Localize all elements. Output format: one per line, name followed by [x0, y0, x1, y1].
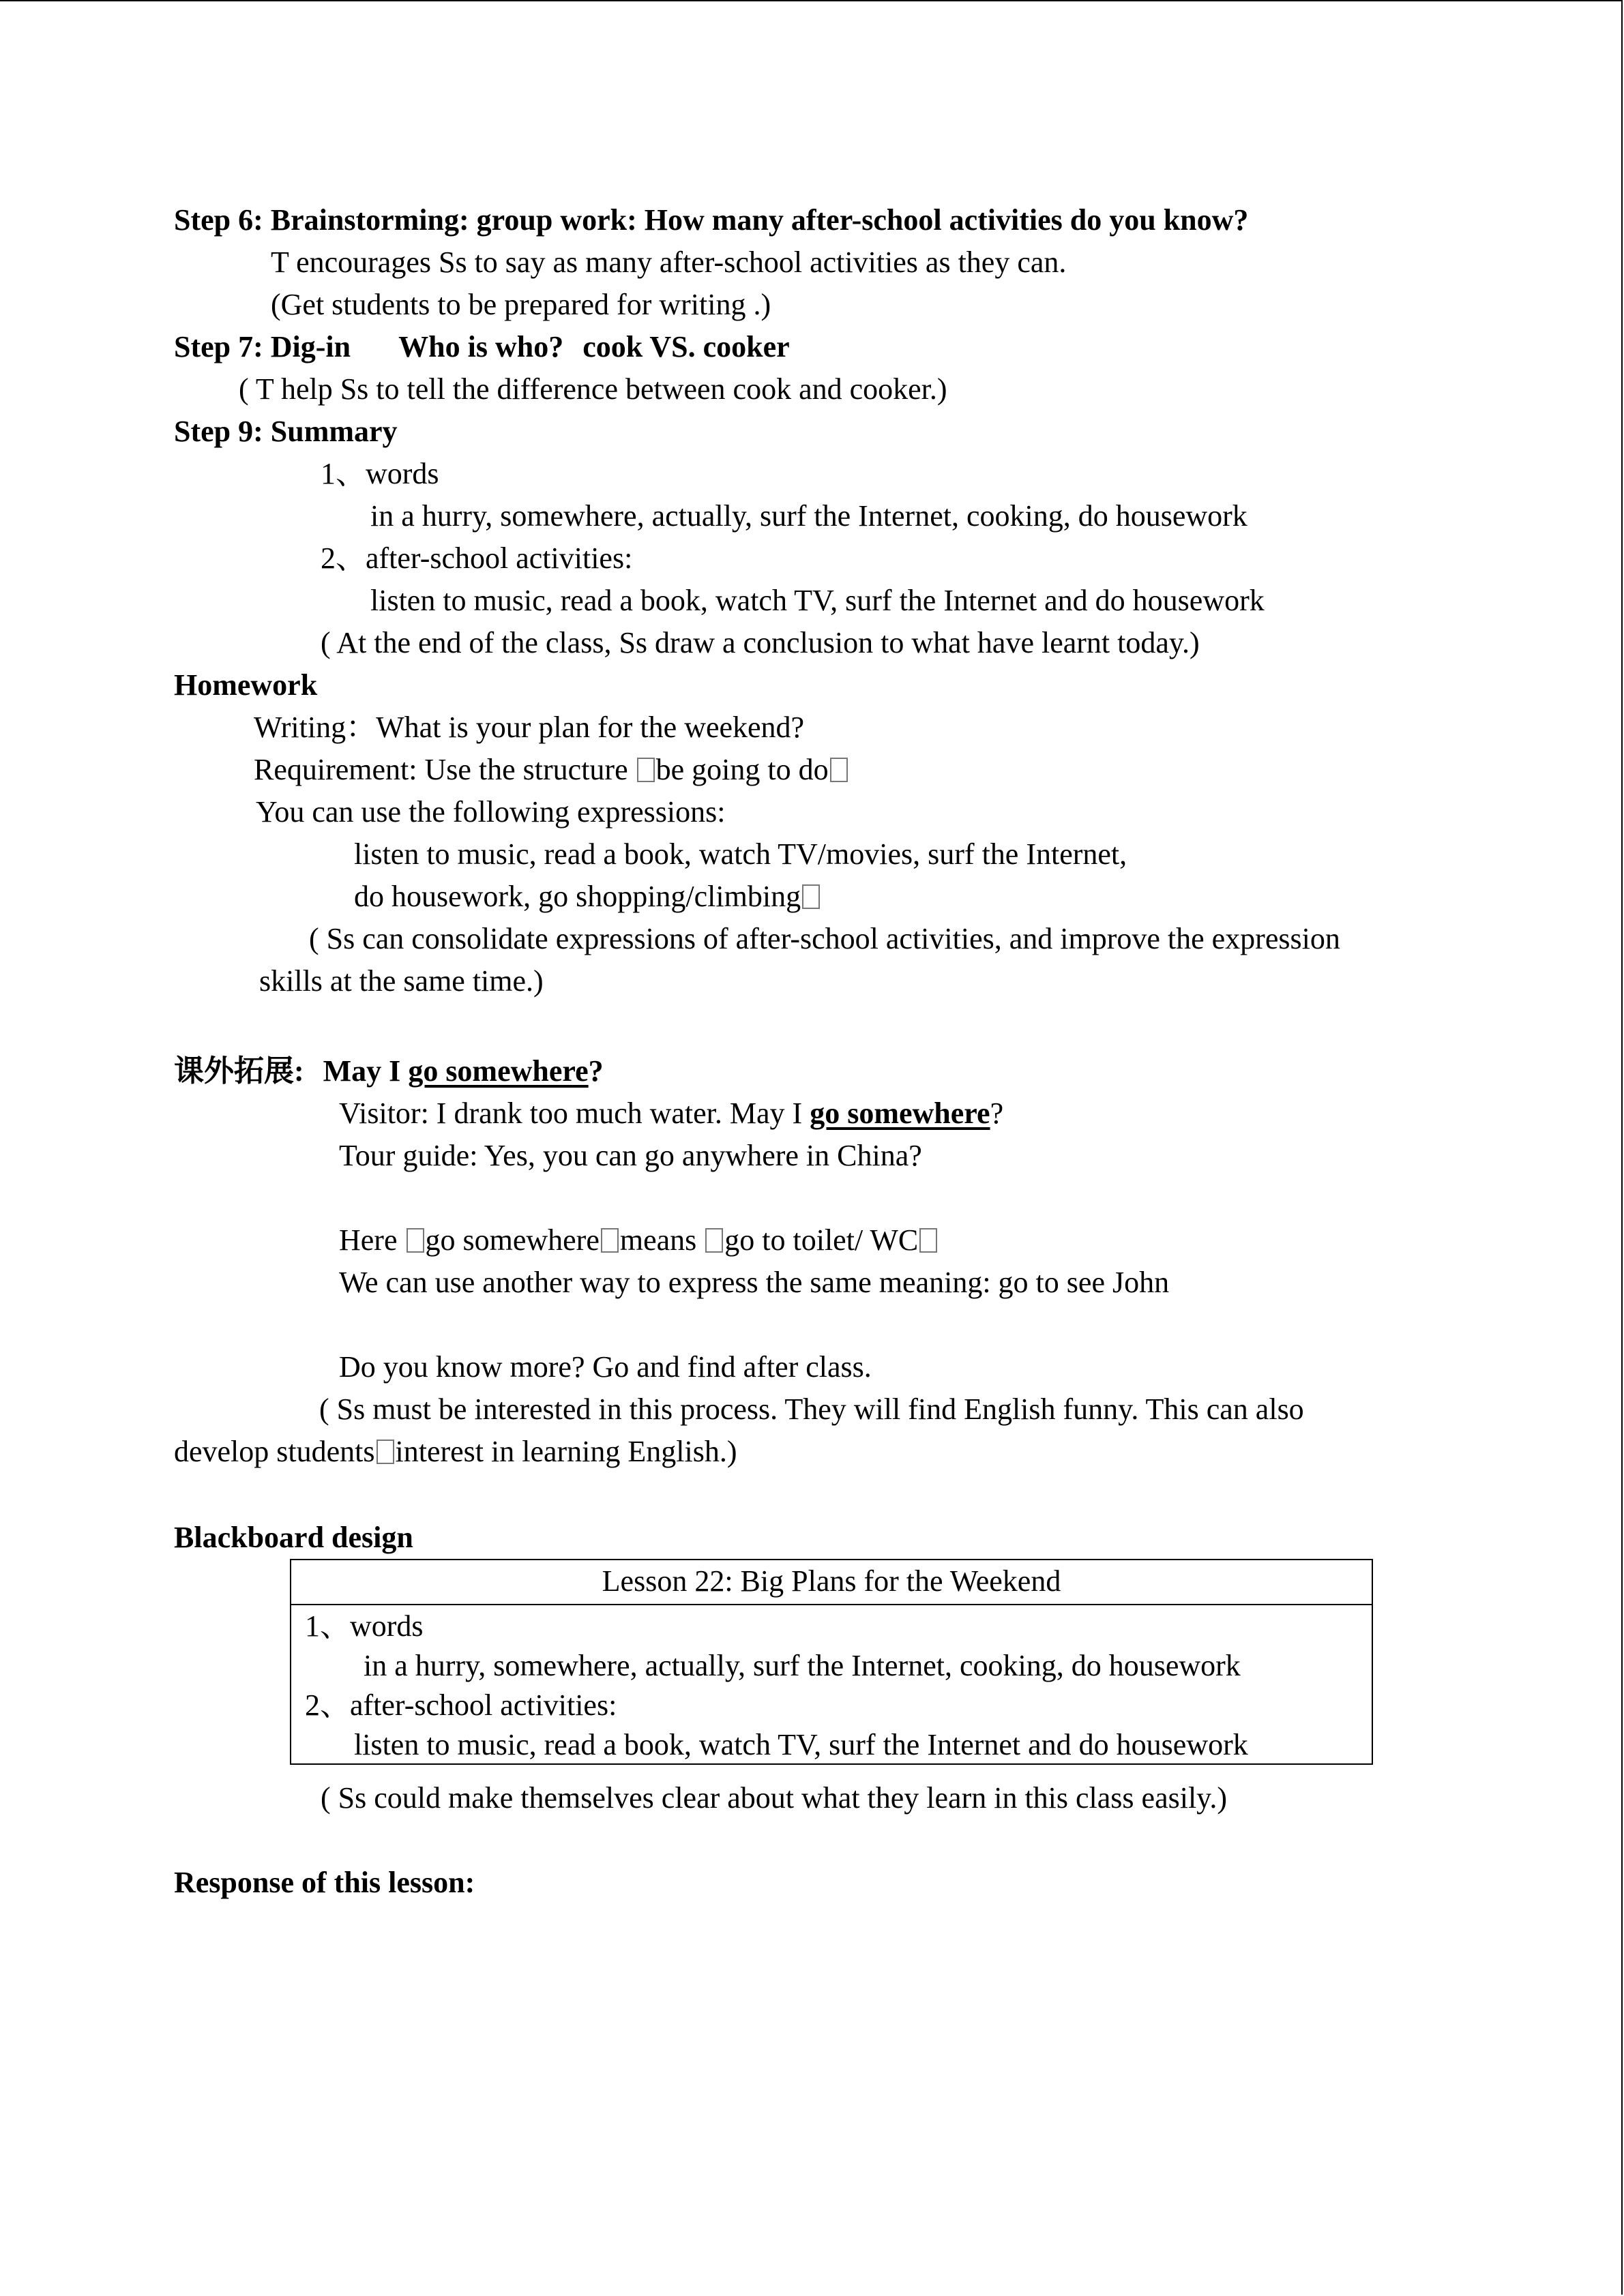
step9-item2-label: 2、after-school activities:	[321, 541, 633, 575]
step9-heading: Step 9: Summary	[174, 415, 398, 448]
step9-note: ( At the end of the class, Ss draw a conclusion to what have learnt today.)	[321, 626, 1200, 659]
step6-line1: T encourages Ss to say as many after-school activities as they can.	[271, 245, 1067, 279]
step7-part2: Who is who?	[398, 330, 564, 363]
step7-note: ( T help Ss to tell the difference between cook and cooker.)	[239, 372, 947, 406]
quote-box-icon	[637, 758, 655, 782]
homework-note2: skills at the same time.)	[259, 964, 544, 998]
blackboard-item1-label: 1、words	[305, 1609, 424, 1643]
quote-box-icon	[830, 758, 848, 782]
blackboard-note: ( Ss could make themselves clear about what they learn in this class easily.)	[321, 1781, 1227, 1815]
extension-heading: 课外拓展: May I go somewhere?	[174, 1054, 604, 1088]
homework-expr1: listen to music, read a book, watch TV/movies, surf the Internet,	[354, 837, 1127, 871]
homework-heading: Homework	[174, 668, 318, 702]
homework-expressions-intro: You can use the following expressions:	[256, 795, 726, 829]
homework-writing: Writing：What is your plan for the weekend?	[254, 711, 805, 744]
step6-line2: (Get students to be prepared for writing .)	[271, 288, 771, 321]
quote-box-icon	[705, 1228, 723, 1253]
extension-label: 课外拓展:	[174, 1054, 304, 1088]
step6-heading: Step 6: Brainstorming: group work: How many after-school activities do you know?	[174, 203, 1249, 237]
blackboard-item1-text: in a hurry, somewhere, actually, surf the Internet, cooking, do housework	[364, 1649, 1241, 1682]
quote-box-icon	[802, 884, 820, 909]
extension-another: We can use another way to express the same meaning: go to see John	[339, 1266, 1170, 1299]
quote-box-icon	[919, 1228, 937, 1253]
quote-box-icon	[601, 1228, 619, 1253]
extension-title-phrase: go somewhere	[408, 1054, 589, 1088]
step7-label: Step 7: Dig-in	[174, 330, 351, 363]
homework-note1: ( Ss can consolidate expressions of after-school activities, and improve the expression	[309, 922, 1340, 955]
blackboard-item2-label: 2、after-school activities:	[305, 1688, 617, 1722]
extension-here: Here go somewhere means go to toilet/ WC	[339, 1219, 939, 1262]
quote-box-icon	[377, 1440, 394, 1464]
blackboard-heading: Blackboard design	[174, 1521, 413, 1554]
response-heading: Response of this lesson:	[174, 1866, 475, 1899]
extension-guide: Tour guide: Yes, you can go anywhere in China?	[339, 1139, 922, 1172]
requirement-structure: be going to do	[655, 753, 829, 786]
extension-more: Do you know more? Go and find after class.	[339, 1350, 872, 1384]
step9-item1-text: in a hurry, somewhere, actually, surf the Internet, cooking, do housework	[370, 499, 1247, 533]
blackboard-title: Lesson 22: Big Plans for the Weekend	[291, 1560, 1372, 1605]
extension-visitor: Visitor: I drank too much water. May I go somewhere?	[339, 1097, 1004, 1130]
blackboard-body	[291, 1605, 1372, 1763]
quote-box-icon	[407, 1228, 424, 1253]
step7-part3: cook VS. cooker	[582, 330, 790, 363]
blackboard-table	[290, 1559, 1373, 1765]
homework-requirement: Requirement: Use the structure be going to do	[254, 749, 849, 791]
step7-heading	[174, 326, 790, 368]
step9-item2-text: listen to music, read a book, watch TV, surf the Internet and do housework	[370, 584, 1265, 617]
extension-note2: develop students interest in learning English.)	[174, 1435, 737, 1468]
step9-item1-label: 1、words	[321, 457, 439, 490]
extension-note1: ( Ss must be interested in this process. They will find English funny. This can also	[319, 1392, 1304, 1426]
visitor-phrase: go somewhere	[810, 1097, 990, 1130]
blackboard-item2-text: listen to music, read a book, watch TV, surf the Internet and do housework	[354, 1728, 1248, 1761]
homework-expr2: do housework, go shopping/climbing	[354, 876, 821, 918]
